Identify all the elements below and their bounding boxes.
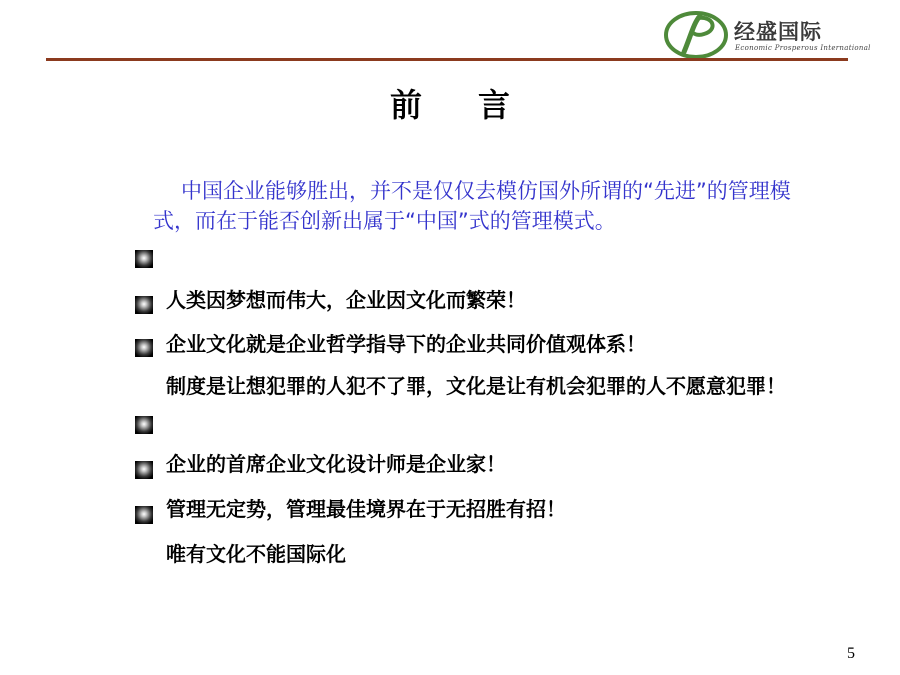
- company-logo: [664, 8, 871, 60]
- point-2: 企业文化就是企业哲学指导下的企业共同价值观体系！: [166, 332, 646, 356]
- logo-english-name: Economic Prosperous International: [735, 44, 871, 52]
- point-6: 唯有文化不能国际化: [166, 542, 346, 566]
- bullet-icon: [135, 296, 153, 314]
- bullet-icon: [135, 506, 153, 524]
- bullet-icon: [135, 339, 153, 357]
- header-divider: [46, 58, 848, 61]
- point-1: 人类因梦想而伟大，企业因文化而繁荣！: [166, 288, 526, 312]
- logo-emblem-icon: [664, 8, 728, 60]
- bullet-icon: [135, 250, 153, 268]
- bullet-icon: [135, 461, 153, 479]
- page-number: 5: [847, 645, 855, 662]
- point-4: 企业的首席企业文化设计师是企业家！: [166, 452, 506, 476]
- point-3: 制度是让想犯罪的人犯不了罪，文化是让有机会犯罪的人不愿意犯罪！: [166, 374, 786, 398]
- logo-chinese-name: 经盛国际: [734, 20, 822, 44]
- slide-title: 前言: [389, 86, 566, 124]
- bullet-icon: [135, 416, 153, 434]
- point-5: 管理无定势，管理最佳境界在于无招胜有招！: [166, 497, 566, 521]
- intro-paragraph: 中国企业能够胜出，并不是仅仅去模仿国外所谓的“先进”的管理模式，而在于能否创新出属于“中国”式的管理模式。: [153, 179, 791, 233]
